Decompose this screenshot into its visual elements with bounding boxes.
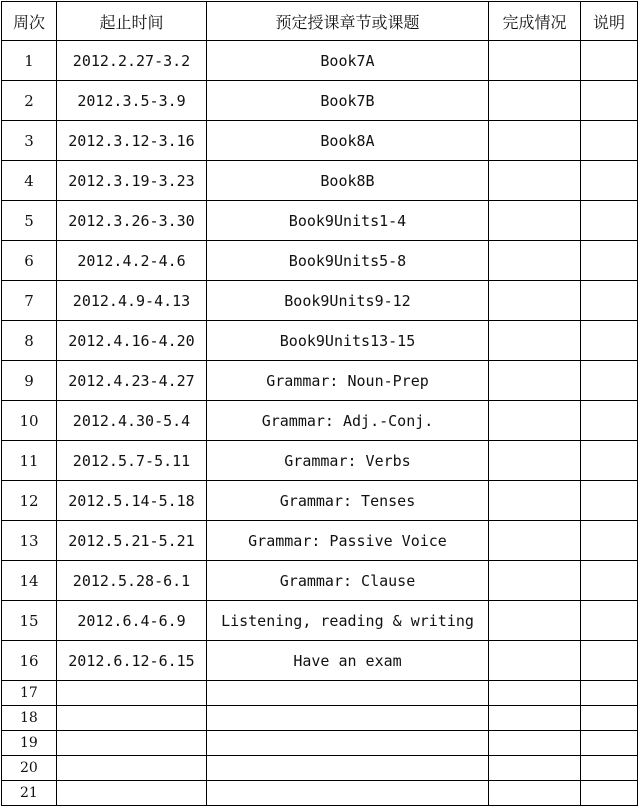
table-row <box>2 201 638 241</box>
week-cell: 12 <box>2 481 57 521</box>
status-cell <box>489 641 581 681</box>
status-cell <box>489 241 581 281</box>
status-cell <box>489 561 581 601</box>
table-row <box>2 281 638 321</box>
week-cell: 7 <box>2 281 57 321</box>
header-status: 完成情况 <box>489 2 581 41</box>
status-cell <box>489 201 581 241</box>
status-cell <box>489 781 581 806</box>
topic-cell: Grammar: Verbs <box>207 441 489 481</box>
week-cell: 19 <box>2 731 57 756</box>
week-cell: 16 <box>2 641 57 681</box>
dates-cell <box>57 756 207 781</box>
topic-cell <box>207 681 489 706</box>
week-cell: 9 <box>2 361 57 401</box>
dates-cell: 2012.5.21-5.21 <box>57 521 207 561</box>
dates-cell: 2012.5.7-5.11 <box>57 441 207 481</box>
notes-cell <box>581 321 638 361</box>
week-cell: 14 <box>2 561 57 601</box>
status-cell <box>489 81 581 121</box>
week-cell: 11 <box>2 441 57 481</box>
schedule-table <box>1 1 638 806</box>
table-row <box>2 401 638 441</box>
status-cell <box>489 121 581 161</box>
dates-cell: 2012.4.2-4.6 <box>57 241 207 281</box>
table-row <box>2 41 638 81</box>
week-cell: 18 <box>2 706 57 731</box>
table-row <box>2 601 638 641</box>
dates-cell: 2012.4.16-4.20 <box>57 321 207 361</box>
dates-cell: 2012.6.12-6.15 <box>57 641 207 681</box>
week-cell: 3 <box>2 121 57 161</box>
dates-cell: 2012.2.27-3.2 <box>57 41 207 81</box>
status-cell <box>489 441 581 481</box>
table-row <box>2 681 638 706</box>
dates-cell: 2012.4.30-5.4 <box>57 401 207 441</box>
notes-cell <box>581 601 638 641</box>
notes-cell <box>581 361 638 401</box>
dates-cell: 2012.6.4-6.9 <box>57 601 207 641</box>
status-cell <box>489 361 581 401</box>
header-topic: 预定授课章节或课题 <box>207 2 489 41</box>
topic-cell: Have an exam <box>207 641 489 681</box>
topic-cell: Grammar: Noun-Prep <box>207 361 489 401</box>
table-row <box>2 321 638 361</box>
week-cell: 20 <box>2 756 57 781</box>
header-week: 周次 <box>2 2 57 41</box>
schedule-rows <box>2 41 638 806</box>
table-row <box>2 241 638 281</box>
header-row <box>2 2 638 41</box>
status-cell <box>489 601 581 641</box>
status-cell <box>489 321 581 361</box>
notes-cell <box>581 781 638 806</box>
week-cell: 8 <box>2 321 57 361</box>
notes-cell <box>581 681 638 706</box>
table-row <box>2 641 638 681</box>
table-row <box>2 521 638 561</box>
topic-cell <box>207 731 489 756</box>
table-row <box>2 161 638 201</box>
status-cell <box>489 401 581 441</box>
dates-cell <box>57 731 207 756</box>
dates-cell: 2012.3.19-3.23 <box>57 161 207 201</box>
week-cell: 21 <box>2 781 57 806</box>
notes-cell <box>581 731 638 756</box>
week-cell: 5 <box>2 201 57 241</box>
week-cell: 15 <box>2 601 57 641</box>
table-row <box>2 481 638 521</box>
dates-cell: 2012.3.26-3.30 <box>57 201 207 241</box>
notes-cell <box>581 401 638 441</box>
notes-cell <box>581 706 638 731</box>
topic-cell: Listening, reading & writing <box>207 601 489 641</box>
table-row <box>2 756 638 781</box>
notes-cell <box>581 241 638 281</box>
week-cell: 2 <box>2 81 57 121</box>
header-dates: 起止时间 <box>57 2 207 41</box>
topic-cell <box>207 781 489 806</box>
table-row <box>2 361 638 401</box>
topic-cell: Book9Units5-8 <box>207 241 489 281</box>
table-row <box>2 561 638 601</box>
week-cell: 17 <box>2 681 57 706</box>
notes-cell <box>581 41 638 81</box>
notes-cell <box>581 281 638 321</box>
dates-cell: 2012.5.14-5.18 <box>57 481 207 521</box>
topic-cell: Book9Units13-15 <box>207 321 489 361</box>
week-cell: 6 <box>2 241 57 281</box>
week-cell: 13 <box>2 521 57 561</box>
dates-cell: 2012.4.9-4.13 <box>57 281 207 321</box>
dates-cell: 2012.3.5-3.9 <box>57 81 207 121</box>
topic-cell: Book7B <box>207 81 489 121</box>
status-cell <box>489 731 581 756</box>
topic-cell: Grammar: Adj.-Conj. <box>207 401 489 441</box>
topic-cell: Book9Units9-12 <box>207 281 489 321</box>
table-row <box>2 81 638 121</box>
dates-cell: 2012.3.12-3.16 <box>57 121 207 161</box>
topic-cell: Grammar: Clause <box>207 561 489 601</box>
notes-cell <box>581 481 638 521</box>
dates-cell: 2012.4.23-4.27 <box>57 361 207 401</box>
table-row <box>2 781 638 806</box>
topic-cell: Book7A <box>207 41 489 81</box>
topic-cell: Book8A <box>207 121 489 161</box>
dates-cell <box>57 681 207 706</box>
status-cell <box>489 756 581 781</box>
table-row <box>2 121 638 161</box>
notes-cell <box>581 641 638 681</box>
status-cell <box>489 281 581 321</box>
topic-cell: Grammar: Passive Voice <box>207 521 489 561</box>
table-row <box>2 441 638 481</box>
notes-cell <box>581 561 638 601</box>
topic-cell: Grammar: Tenses <box>207 481 489 521</box>
dates-cell <box>57 706 207 731</box>
status-cell <box>489 706 581 731</box>
notes-cell <box>581 201 638 241</box>
table-row <box>2 706 638 731</box>
status-cell <box>489 41 581 81</box>
week-cell: 10 <box>2 401 57 441</box>
table-row <box>2 731 638 756</box>
topic-cell <box>207 756 489 781</box>
week-cell: 1 <box>2 41 57 81</box>
topic-cell: Book9Units1-4 <box>207 201 489 241</box>
notes-cell <box>581 756 638 781</box>
header-notes: 说明 <box>581 2 638 41</box>
status-cell <box>489 521 581 561</box>
notes-cell <box>581 441 638 481</box>
dates-cell <box>57 781 207 806</box>
status-cell <box>489 161 581 201</box>
status-cell <box>489 481 581 521</box>
notes-cell <box>581 521 638 561</box>
topic-cell: Book8B <box>207 161 489 201</box>
notes-cell <box>581 121 638 161</box>
notes-cell <box>581 161 638 201</box>
status-cell <box>489 681 581 706</box>
dates-cell: 2012.5.28-6.1 <box>57 561 207 601</box>
notes-cell <box>581 81 638 121</box>
week-cell: 4 <box>2 161 57 201</box>
topic-cell <box>207 706 489 731</box>
